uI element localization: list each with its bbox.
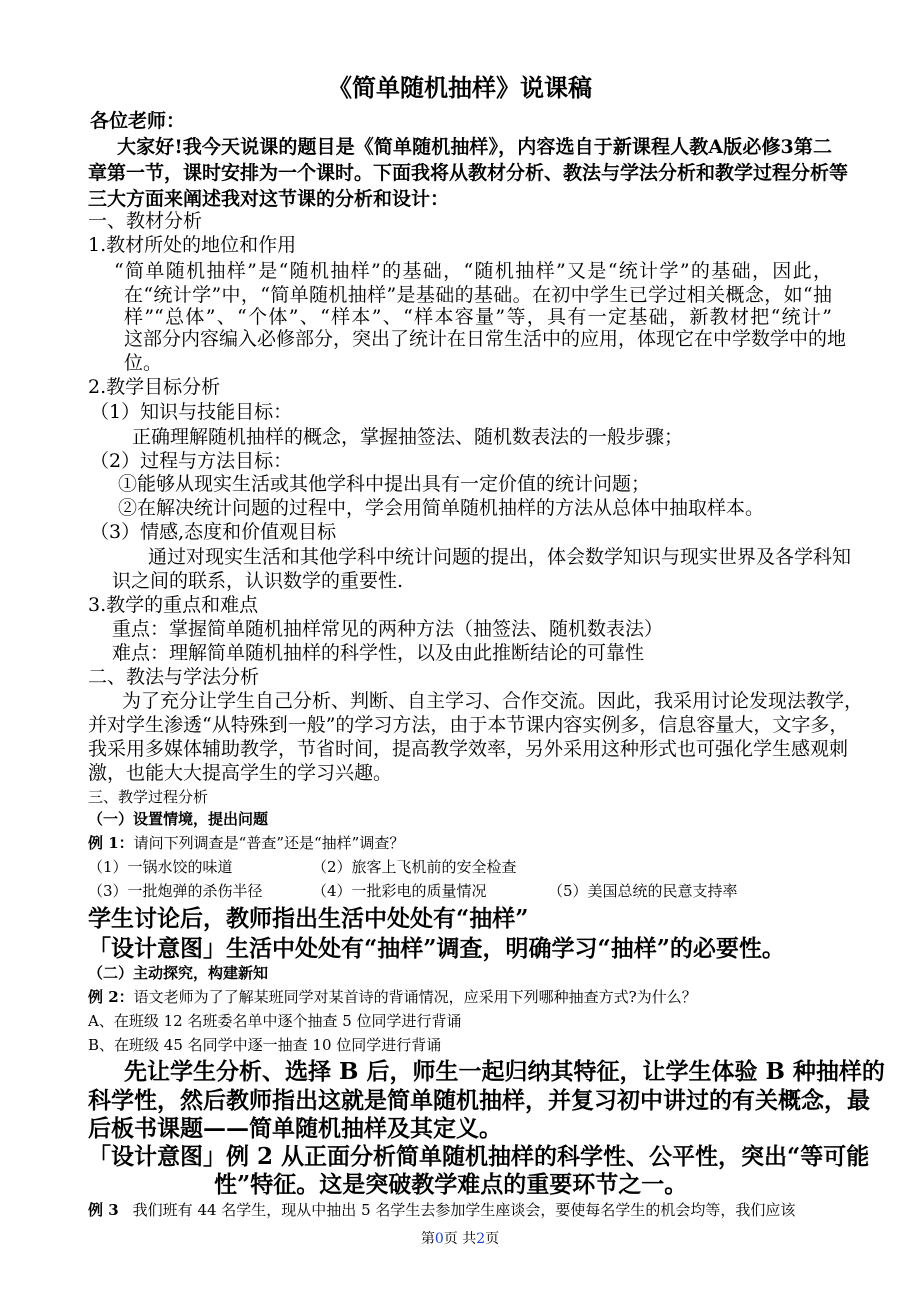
design-intent-1: 「设计意图」生活中处处有“抽样”调查，明确学习“抽样”的必要性。 <box>88 935 785 962</box>
section-heading-2: 二、教法与学法分析 <box>88 666 260 688</box>
example-1-label: 例 1： <box>88 834 134 852</box>
example-2-option-a: A、在班级 12 名班委名单中逐个抽查 5 位同学进行背诵 <box>88 1012 462 1030</box>
intro-line-3: 三大方面来阐述我对这节课的分析和设计： <box>88 188 450 210</box>
paragraph-1-line-1: “简单随机抽样”是“随机抽样”的基础，“随机抽样”又是“统计学”的基础，因此， <box>114 260 832 282</box>
paragraph-1-line-2: 在“统计学”中，“简单随机抽样”是基础的基础。在初中学生已学过相关概念，如“抽 <box>124 284 832 306</box>
example-1-option-5: （5）美国总统的民意支持率 <box>548 882 738 900</box>
intro-line-2: 章第一节，课时安排为一个课时。下面我将从教材分析、教法与学法分析和教学过程分析等 <box>88 162 849 184</box>
paragraph-1-line-3: 样”“总体”、“个体”、“样本”、“样本容量”等，具有一定基础，新教材把“统计” <box>124 306 832 328</box>
design-intent-2-line-1: 「设计意图」例 2 从正面分析简单随机抽样的科学性、公平性，突出“等可能 <box>88 1143 870 1170</box>
difficult-point: 难点：理解简单随机抽样的科学性，以及由此推断结论的可靠性 <box>112 642 645 664</box>
page-footer <box>0 1232 920 1246</box>
example-1-option-3: （3）一批炮弹的杀伤半径 <box>88 882 263 900</box>
example-1-option-1: （1）一锅水饺的味道 <box>88 858 233 876</box>
subheading-1-3: 3.教学的重点和难点 <box>88 594 259 616</box>
example-2-label: 例 2： <box>88 988 134 1006</box>
example-3 <box>88 1203 795 1218</box>
example-3-label: 例 3 <box>88 1201 119 1219</box>
goal-3-line-2: 识之间的联系，认识数学的重要性. <box>112 570 404 592</box>
highlight-line-3: 科学性，然后教师指出这就是简单随机抽样，并复习初中讲过的有关概念，最 <box>88 1087 870 1114</box>
subsection-1: （一）设置情境，提出问题 <box>88 810 269 828</box>
example-2 <box>88 990 697 1005</box>
example-3-text: 我们班有 44 名学生，现从中抽出 5 名学生去参加学生座谈会，要使每名学生的机会均等，我们应该 <box>132 1201 796 1219</box>
example-1-option-4: （4）一批彩电的质量情况 <box>312 882 487 900</box>
example-1 <box>88 836 404 851</box>
example-2-option-b: B、在班级 45 名同学中逐一抽查 10 位同学进行背诵 <box>88 1036 442 1054</box>
method-line-4: 激，也能大大提高学生的学习兴趣。 <box>88 762 393 784</box>
page-title: 《简单随机抽样》说课稿 <box>328 73 592 102</box>
section-heading-3: 三、教学过程分析 <box>88 788 209 806</box>
highlight-line-1: 学生讨论后，教师指出生活中处处有“抽样” <box>88 905 529 932</box>
footer-total-pages: 2 <box>476 1231 486 1247</box>
subheading-1-1: 1.教材所处的地位和作用 <box>88 234 297 256</box>
footer-suffix: 页 <box>485 1231 500 1247</box>
goal-3-line-1: 通过对现实生活和其他学科中统计问题的提出，体会数学知识与现实世界及各学科知 <box>148 546 852 568</box>
footer-current-page: 0 <box>434 1231 444 1247</box>
greeting: 各位老师： <box>90 110 186 132</box>
goal-2-heading: （2）过程与方法目标： <box>90 450 293 472</box>
goal-3-heading: （3）情感,态度和价值观目标 <box>90 521 337 543</box>
goal-1-heading: （1）知识与技能目标： <box>90 401 293 423</box>
subsection-2: （二）主动探究，构建新知 <box>88 964 269 982</box>
example-1-text: 请问下列调查是“普查”还是“抽样”调查？ <box>133 834 405 852</box>
footer-prefix: 第 <box>420 1231 435 1247</box>
goal-1-text: 正确理解随机抽样的概念，掌握抽签法、随机数表法的一般步骤； <box>132 426 684 448</box>
highlight-line-4: 后板书课题——简单随机抽样及其定义。 <box>88 1115 502 1142</box>
example-2-text: 语文老师为了了解某班同学对某首诗的背诵情况，应采用下列哪种抽查方式?为什么？ <box>133 988 697 1006</box>
goal-2-item-2: ②在解决统计问题的过程中，学会用简单随机抽样的方法从总体中抽取样本。 <box>118 497 765 519</box>
design-intent-2-line-2: 性”特征。这是突破教学难点的重要环节之一。 <box>214 1171 688 1198</box>
paragraph-1-line-5: 位。 <box>124 352 163 374</box>
intro-line-1: 大家好!我今天说课的题目是《简单随机抽样》，内容选自于新课程人教A版必修3第二 <box>117 136 832 158</box>
footer-middle: 页 共 <box>443 1231 477 1247</box>
subheading-1-2: 2.教学目标分析 <box>88 376 221 398</box>
example-1-option-2: （2）旅客上飞机前的安全检查 <box>312 858 517 876</box>
highlight-line-2: 先让学生分析、选择 B 后，师生一起归纳其特征，让学生体验 B 种抽样的 <box>124 1058 885 1085</box>
method-line-1: 为了充分让学生自己分析、判断、自主学习、合作交流。因此，我采用讨论发现法教学， <box>122 690 864 712</box>
section-heading-1: 一、教材分析 <box>88 210 203 232</box>
method-line-2: 并对学生渗透“从特殊到一般”的学习方法，由于本节课内容实例多，信息容量大，文字多， <box>88 714 849 736</box>
paragraph-1-line-4: 这部分内容编入必修部分，突出了统计在日常生活中的应用，体现它在中学数学中的地 <box>124 328 847 350</box>
key-point: 重点：掌握简单随机抽样常见的两种方法（抽签法、随机数表法） <box>112 618 664 640</box>
goal-2-item-1: ①能够从现实生活或其他学科中提出具有一定价值的统计问题； <box>118 473 651 495</box>
method-line-3: 我采用多媒体辅助教学，节省时间，提高教学效率，另外采用这种形式也可强化学生感观刺 <box>88 738 849 760</box>
